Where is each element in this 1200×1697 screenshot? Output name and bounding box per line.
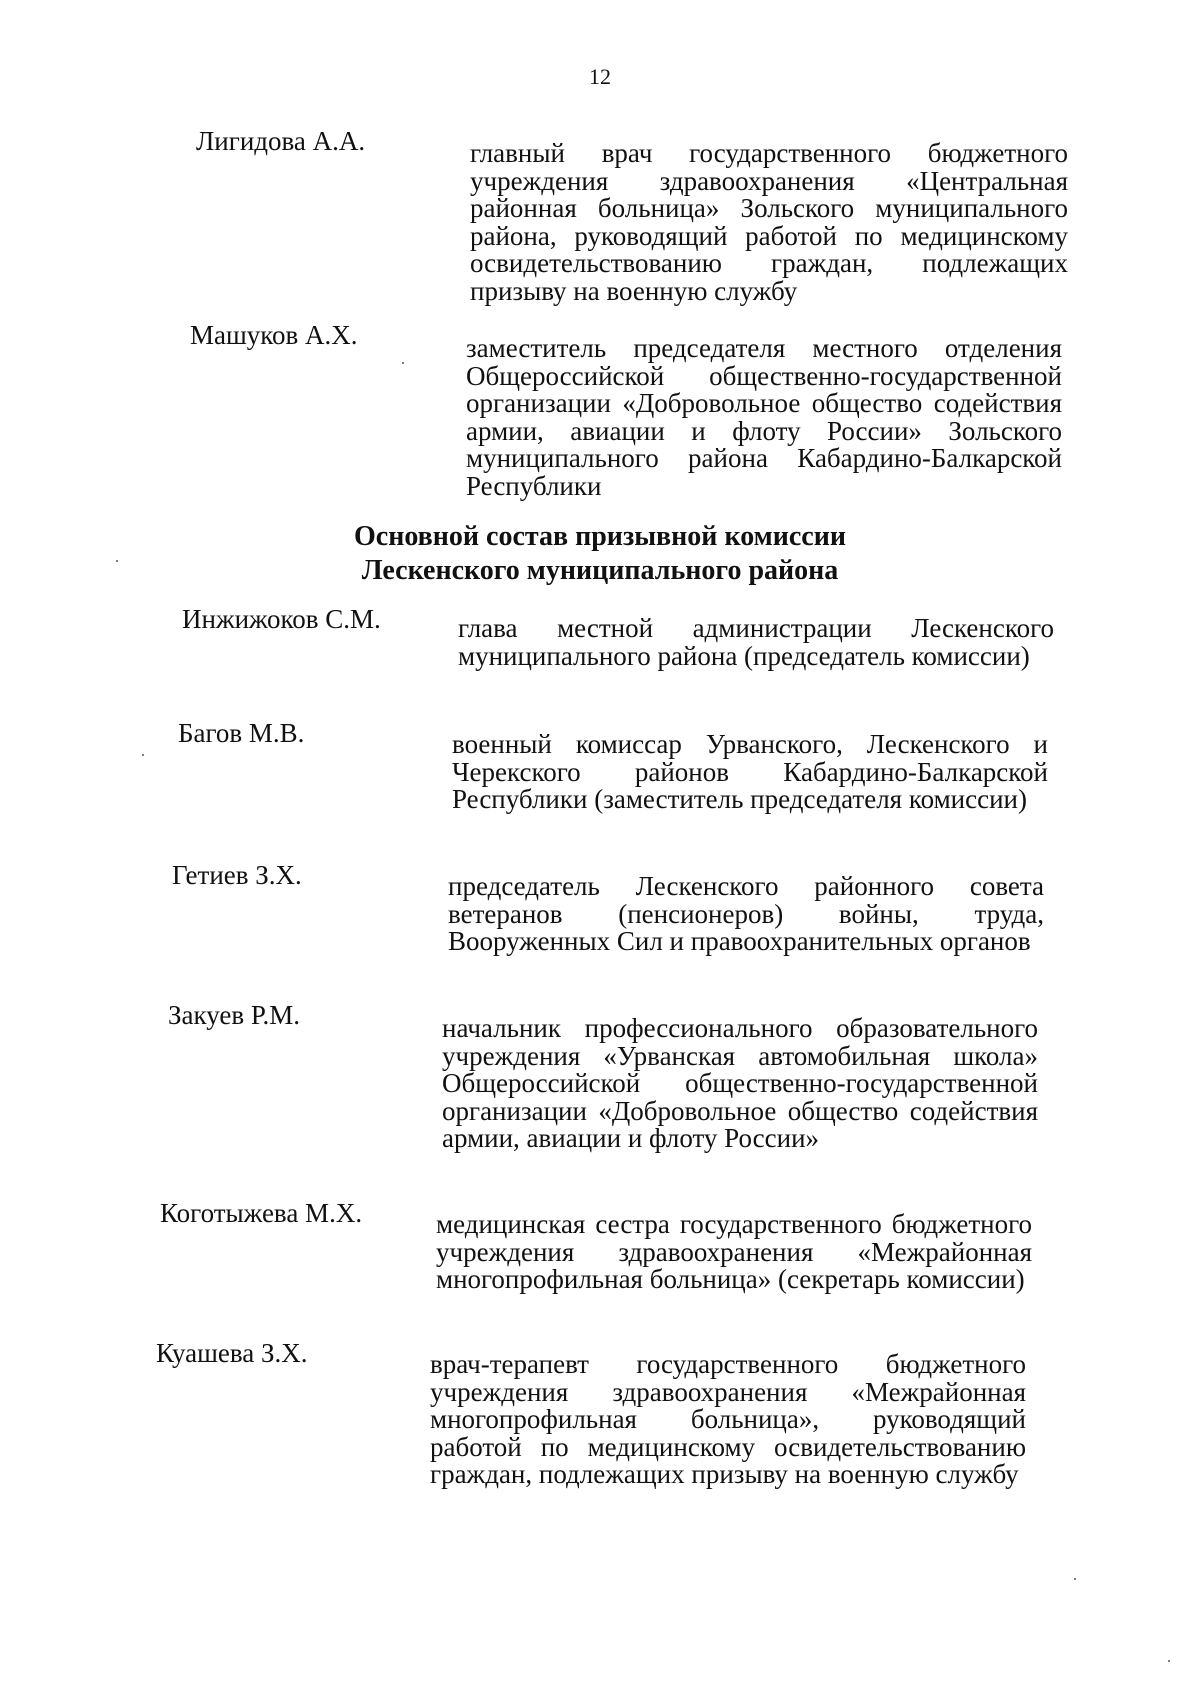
- member-position: глава местной администрации Лескенского муниципального района (председатель комиссии): [458, 613, 1054, 671]
- scan-speck: [402, 362, 404, 364]
- scan-speck: [1074, 1578, 1076, 1580]
- scan-speck: [116, 560, 118, 562]
- page-number: 12: [589, 64, 611, 89]
- section-heading-line: Основной состав призывной комиссии: [354, 521, 846, 552]
- member-position: председатель Лескенского районного совета ветеранов (пенсионеров) войны, труда, Вооруженных Сил и правоохранительных органов: [448, 871, 1044, 956]
- member-name: Закуев Р.М.: [168, 1000, 301, 1030]
- section-heading: [0, 520, 1200, 588]
- member-position: главный врач государственного бюджетного учреждения здравоохранения «Центральная районная больница» Зольского муниципального района, руководящий работой по медицинскому освидетельствованию граждан, подлежащих призыву на военную службу: [470, 138, 1068, 306]
- member-name: Куашева З.Х.: [156, 1338, 308, 1368]
- member-position: врач-терапевт государственного бюджетного учреждения здравоохранения «Межрайонная многопрофильная больница», руководящий работой по медицинскому освидетельствованию граждан, подлежащих призыву на военную службу: [430, 1349, 1026, 1489]
- scan-speck: [142, 754, 144, 756]
- member-position: заместитель председателя местного отделения Общероссийской общественно-государственной организации «Добровольное общество содействия армии, авиации и флоту России» Зольского муниципального района Кабардино-Балкарской Республики: [466, 333, 1062, 501]
- member-name: Машуков А.Х.: [190, 320, 358, 350]
- scan-speck: [1168, 1660, 1170, 1662]
- member-position: начальник профессионального образовательного учреждения «Урванская автомобильная школа» Общероссийской общественно-государственной организации «Добровольное общество содействия армии, авиации и флоту России»: [442, 1013, 1038, 1153]
- member-name: Коготыжева М.Х.: [160, 1198, 363, 1228]
- member-name: Багов М.В.: [178, 718, 305, 748]
- member-name: Инжижоков С.М.: [182, 604, 381, 634]
- member-name: Лигидова А.А.: [196, 126, 366, 156]
- section-heading-line: Лескенского муниципального района: [361, 555, 839, 586]
- member-position: медицинская сестра государственного бюджетного учреждения здравоохранения «Межрайонная многопрофильная больница» (секретарь комиссии): [436, 1209, 1032, 1294]
- member-name: Гетиев З.Х.: [172, 860, 302, 890]
- member-position: военный комиссар Урванского, Лескенского и Черекского районов Кабардино-Балкарской Республики (заместитель председателя комиссии): [452, 729, 1048, 814]
